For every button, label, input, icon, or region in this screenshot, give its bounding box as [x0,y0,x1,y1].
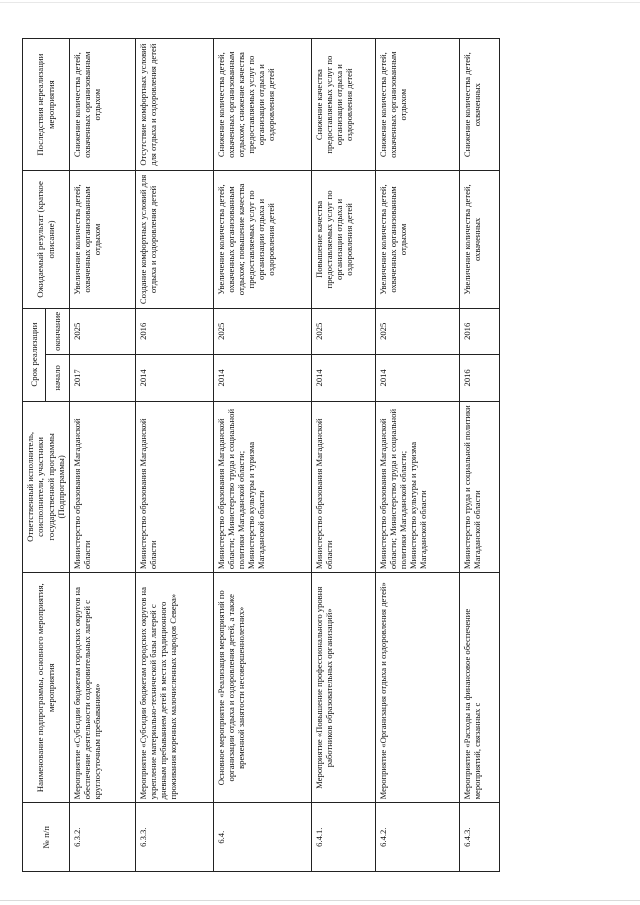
document-page [8,24,632,886]
row-consequence: Снижение количества детей, охваченных [459,39,499,171]
row-num: 6.3.2. [69,803,135,872]
row-name: Мероприятие «Расходы на финансовое обеспечение мероприятий, связанных с [459,573,499,803]
row-start: 2014 [213,355,311,402]
row-end: 2025 [69,308,135,355]
row-result: Увеличение количества детей, охваченных организованным отдыхом [69,171,135,308]
row-name: Основное мероприятие «Реализация мероприятий по организации отдыха и оздоровления детей, а также временной занятости несовершеннолетних» [213,573,311,803]
program-events-table [22,38,500,872]
row-start: 2014 [311,355,375,402]
row-result: Создание комфортных условий для отдыха и оздоровления детей [135,171,213,308]
row-num: 6.3.3. [135,803,213,872]
header-num: № п/п [23,803,70,872]
row-name: Мероприятие «Субсидии бюджетам городских округов на обеспечение деятельности оздоровительных лагерей с круглосуточным пребыванием» [69,573,135,803]
row-result: Повышение качества предоставляемых услуг по организации отдыха и оздоровления детей [311,171,375,308]
row-start: 2017 [69,355,135,402]
table-row [69,39,135,872]
row-consequence: Снижение количества детей, охваченных организованным отдыхом; снижение качества предоставляемых услуг по организации отдыха и оздоровления детей [213,39,311,171]
header-term: Срок реализации [23,308,46,401]
row-consequence: Отсутствие комфортных условий для отдыха и оздоровления детей [135,39,213,171]
table-row [311,39,375,872]
row-responsible: Министерство образования Магаданской области [135,401,213,572]
row-result: Увеличение количества детей, охваченных организованным отдыхом; повышение качества предоставляемых услуг по организации отдыха и оздоровления детей [213,171,311,308]
scan-edge-bottom [0,900,640,901]
header-consequence: Последствия нереализации мероприятия [23,39,70,171]
header-start: начало [46,355,69,402]
row-name: Мероприятие «Субсидии бюджетам городских округов на укрепление материально-технической базы лагерей с дневным пребыванием детей в местах традиционного проживания коренных малочисленных народов Севера» [135,573,213,803]
table-header-row [23,39,46,872]
table-row [375,39,459,872]
row-end: 2016 [459,308,499,355]
row-consequence: Снижение количества детей, охваченных организованным отдыхом [69,39,135,171]
row-responsible: Министерство образования Магаданской области [69,401,135,572]
row-responsible: Министерство образования Магаданской области [311,401,375,572]
row-result: Увеличение количества детей, охваченных [459,171,499,308]
table-row [459,39,499,872]
row-end: 2025 [375,308,459,355]
scan-edge-top [0,2,640,3]
row-name: Мероприятие «Организация отдыха и оздоровления детей» [375,573,459,803]
row-num: 6.4.2. [375,803,459,872]
row-consequence: Снижение количества детей, охваченных организованным отдыхом [375,39,459,171]
row-end: 2016 [135,308,213,355]
row-end: 2025 [311,308,375,355]
row-start: 2014 [135,355,213,402]
row-end: 2025 [213,308,311,355]
header-name: Наименование подпрограммы, основного мероприятия, мероприятия [23,573,70,803]
row-responsible: Министерство образования Магаданской области; Министерство труда и социальной политики Магаданской области; Министерство культуры и туризма Магаданской области [213,401,311,572]
table-row [135,39,213,872]
header-responsible: Ответственный исполнитель, соисполнители, участники государственной программы (Подпрограммы) [23,401,70,572]
row-start: 2016 [459,355,499,402]
row-num: 6.4. [213,803,311,872]
row-result: Увеличение количества детей, охваченных организованным отдыхом [375,171,459,308]
row-name: Мероприятие «Повышение профессионального уровня работников образовательных организаций» [311,573,375,803]
rotated-table-container [8,24,632,886]
row-num: 6.4.1. [311,803,375,872]
row-responsible: Министерство образования Магаданской области; Министерство труда и социальной политики Магаданской области; Министерство культуры и туризма Магаданской области [375,401,459,572]
header-result: Ожидаемый результат (краткое описание) [23,171,70,308]
row-responsible: Министерство труда и социальной политики Магаданской области [459,401,499,572]
row-num: 6.4.3. [459,803,499,872]
table-row [213,39,311,872]
header-end: окончание [46,308,69,355]
row-start: 2014 [375,355,459,402]
row-consequence: Снижение качества предоставляемых услуг по организации отдыха и оздоровления детей [311,39,375,171]
